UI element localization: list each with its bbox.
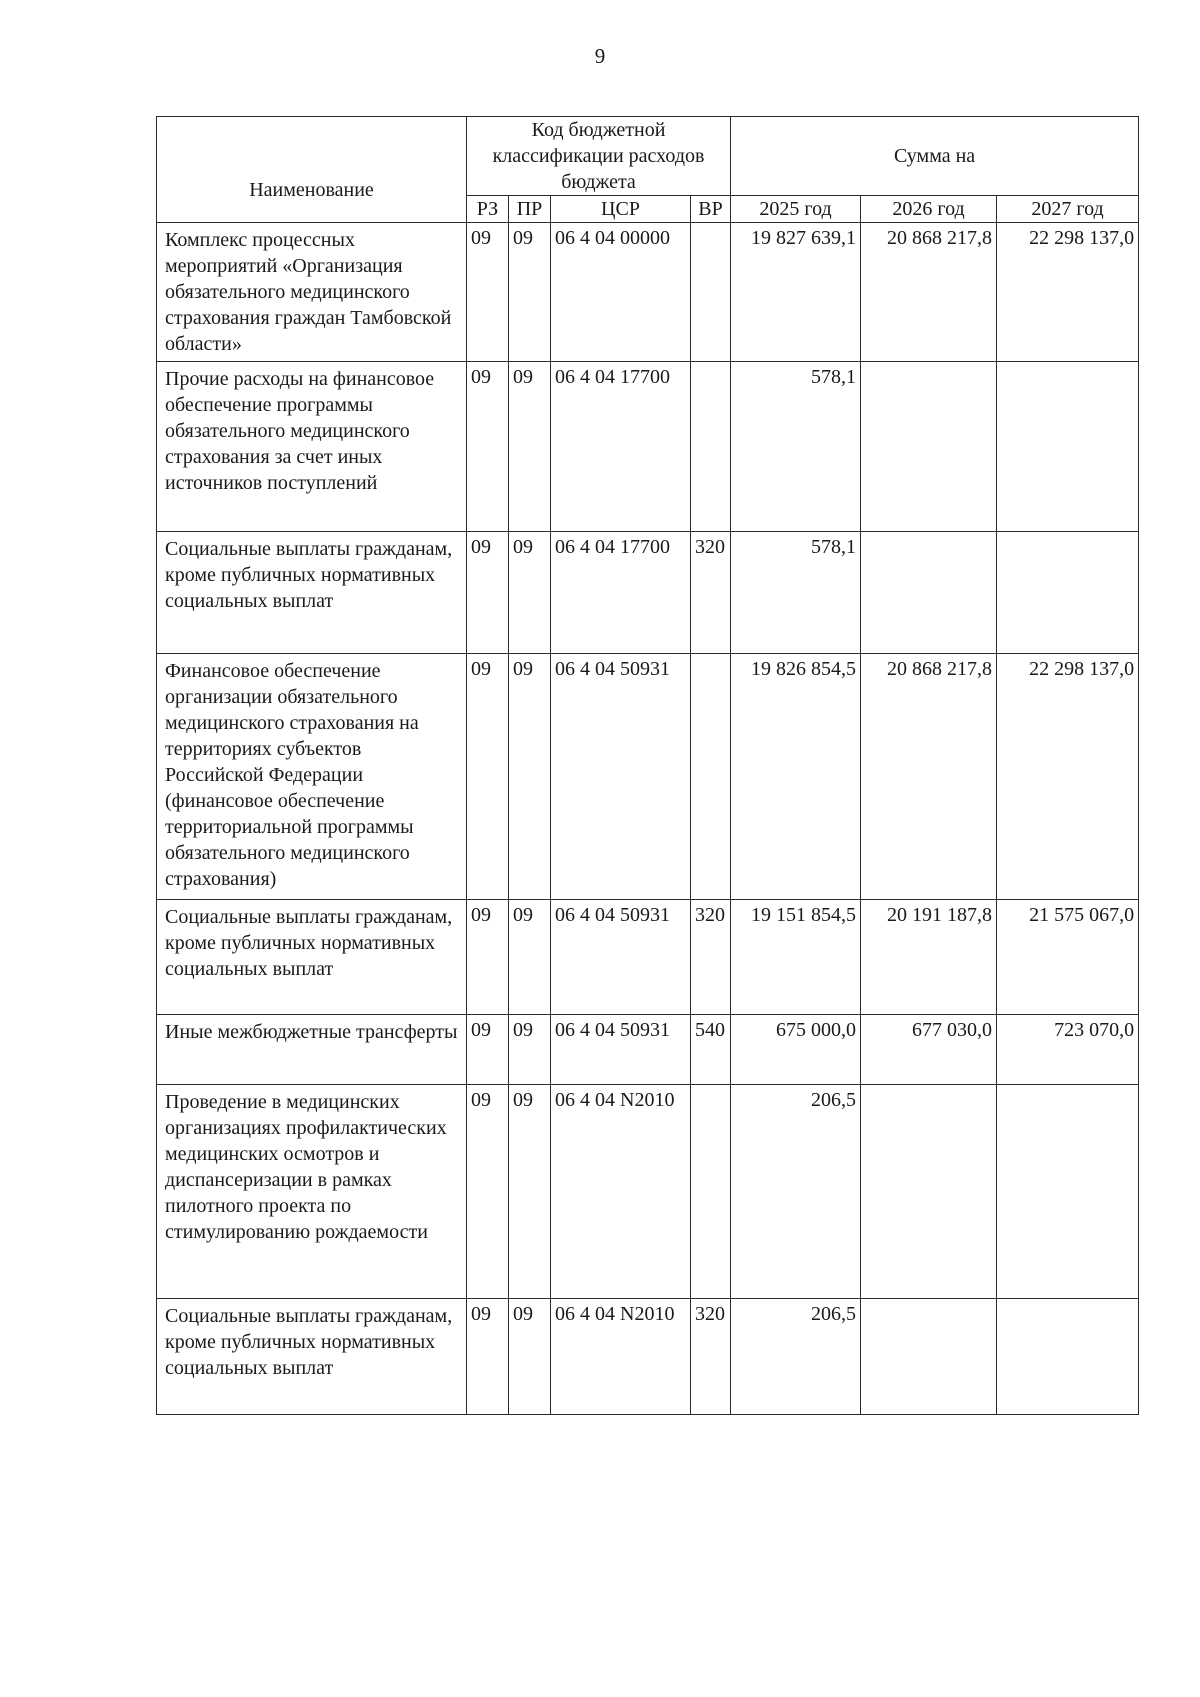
row-pr: 09 bbox=[509, 1085, 551, 1299]
table-row bbox=[157, 1299, 1139, 1415]
row-name: Социальные выплаты гражданам, кроме публичных нормативных социальных выплат bbox=[157, 900, 467, 1015]
header-2025: 2025 год bbox=[731, 196, 861, 223]
table-row bbox=[157, 1085, 1139, 1299]
row-csr: 06 4 04 50931 bbox=[551, 900, 691, 1015]
page-number: 9 bbox=[594, 44, 606, 68]
row-rz: 09 bbox=[467, 362, 509, 532]
row-rz: 09 bbox=[467, 900, 509, 1015]
row-csr: 06 4 04 17700 bbox=[551, 362, 691, 532]
row-pr: 09 bbox=[509, 654, 551, 900]
table-row bbox=[157, 900, 1139, 1015]
row-2025: 19 827 639,1 bbox=[731, 223, 861, 362]
row-2025: 19 151 854,5 bbox=[731, 900, 861, 1015]
header-2026: 2026 год bbox=[861, 196, 997, 223]
header-name: Наименование bbox=[157, 117, 467, 223]
row-name: Социальные выплаты гражданам, кроме публичных нормативных социальных выплат bbox=[157, 532, 467, 654]
row-2027: 723 070,0 bbox=[997, 1015, 1139, 1085]
row-name: Прочие расходы на финансовое обеспечение программы обязательного медицинского страхования за счет иных источников поступлений bbox=[157, 362, 467, 532]
row-csr: 06 4 04 N2010 bbox=[551, 1299, 691, 1415]
row-2026: 20 191 187,8 bbox=[861, 900, 997, 1015]
row-pr: 09 bbox=[509, 900, 551, 1015]
row-csr: 06 4 04 50931 bbox=[551, 654, 691, 900]
table-row bbox=[157, 223, 1139, 362]
row-2026: 20 868 217,8 bbox=[861, 654, 997, 900]
header-2027: 2027 год bbox=[997, 196, 1139, 223]
row-2027 bbox=[997, 1299, 1139, 1415]
row-vr: 320 bbox=[691, 1299, 731, 1415]
row-vr: 320 bbox=[691, 532, 731, 654]
row-2025: 578,1 bbox=[731, 362, 861, 532]
row-pr: 09 bbox=[509, 532, 551, 654]
table-row bbox=[157, 362, 1139, 532]
table-row bbox=[157, 654, 1139, 900]
row-name: Комплекс процессных мероприятий «Организация обязательного медицинского страхования граждан Тамбовской области» bbox=[157, 223, 467, 362]
row-2027 bbox=[997, 532, 1139, 654]
row-2027: 22 298 137,0 bbox=[997, 654, 1139, 900]
row-pr: 09 bbox=[509, 1299, 551, 1415]
header-row-top bbox=[157, 117, 1139, 196]
row-pr: 09 bbox=[509, 1015, 551, 1085]
row-2025: 675 000,0 bbox=[731, 1015, 861, 1085]
row-vr: 320 bbox=[691, 900, 731, 1015]
header-code-group: Код бюджетной классификации расходов бюджета bbox=[467, 117, 731, 196]
row-name: Иные межбюджетные трансферты bbox=[157, 1015, 467, 1085]
row-2026 bbox=[861, 362, 997, 532]
row-rz: 09 bbox=[467, 223, 509, 362]
row-name: Социальные выплаты гражданам, кроме публичных нормативных социальных выплат bbox=[157, 1299, 467, 1415]
row-vr bbox=[691, 654, 731, 900]
row-name: Проведение в медицинских организациях профилактических медицинских осмотров и диспансеризации в рамках пилотного проекта по стимулированию рождаемости bbox=[157, 1085, 467, 1299]
row-2027: 22 298 137,0 bbox=[997, 223, 1139, 362]
row-csr: 06 4 04 50931 bbox=[551, 1015, 691, 1085]
row-csr: 06 4 04 N2010 bbox=[551, 1085, 691, 1299]
budget-table bbox=[156, 116, 1139, 1415]
row-vr bbox=[691, 223, 731, 362]
header-pr: ПР bbox=[509, 196, 551, 223]
row-2025: 206,5 bbox=[731, 1085, 861, 1299]
row-2027 bbox=[997, 1085, 1139, 1299]
row-rz: 09 bbox=[467, 654, 509, 900]
header-sum-group: Сумма на bbox=[731, 117, 1139, 196]
row-2025: 206,5 bbox=[731, 1299, 861, 1415]
row-2026: 677 030,0 bbox=[861, 1015, 997, 1085]
row-2026 bbox=[861, 1085, 997, 1299]
row-rz: 09 bbox=[467, 1299, 509, 1415]
row-pr: 09 bbox=[509, 223, 551, 362]
row-csr: 06 4 04 00000 bbox=[551, 223, 691, 362]
row-2027 bbox=[997, 362, 1139, 532]
row-2025: 578,1 bbox=[731, 532, 861, 654]
row-name: Финансовое обеспечение организации обязательного медицинского страхования на территориях субъектов Российской Федерации (финансовое обеспечение территориальной программы обязательного медицинского страхования) bbox=[157, 654, 467, 900]
row-csr: 06 4 04 17700 bbox=[551, 532, 691, 654]
row-2026 bbox=[861, 1299, 997, 1415]
row-2026 bbox=[861, 532, 997, 654]
row-2027: 21 575 067,0 bbox=[997, 900, 1139, 1015]
row-vr bbox=[691, 362, 731, 532]
row-rz: 09 bbox=[467, 532, 509, 654]
row-rz: 09 bbox=[467, 1085, 509, 1299]
table-row bbox=[157, 1015, 1139, 1085]
row-rz: 09 bbox=[467, 1015, 509, 1085]
row-2025: 19 826 854,5 bbox=[731, 654, 861, 900]
row-2026: 20 868 217,8 bbox=[861, 223, 997, 362]
header-vr: ВР bbox=[691, 196, 731, 223]
table-row bbox=[157, 532, 1139, 654]
header-rz: РЗ bbox=[467, 196, 509, 223]
row-pr: 09 bbox=[509, 362, 551, 532]
header-csr: ЦСР bbox=[551, 196, 691, 223]
row-vr bbox=[691, 1085, 731, 1299]
row-vr: 540 bbox=[691, 1015, 731, 1085]
